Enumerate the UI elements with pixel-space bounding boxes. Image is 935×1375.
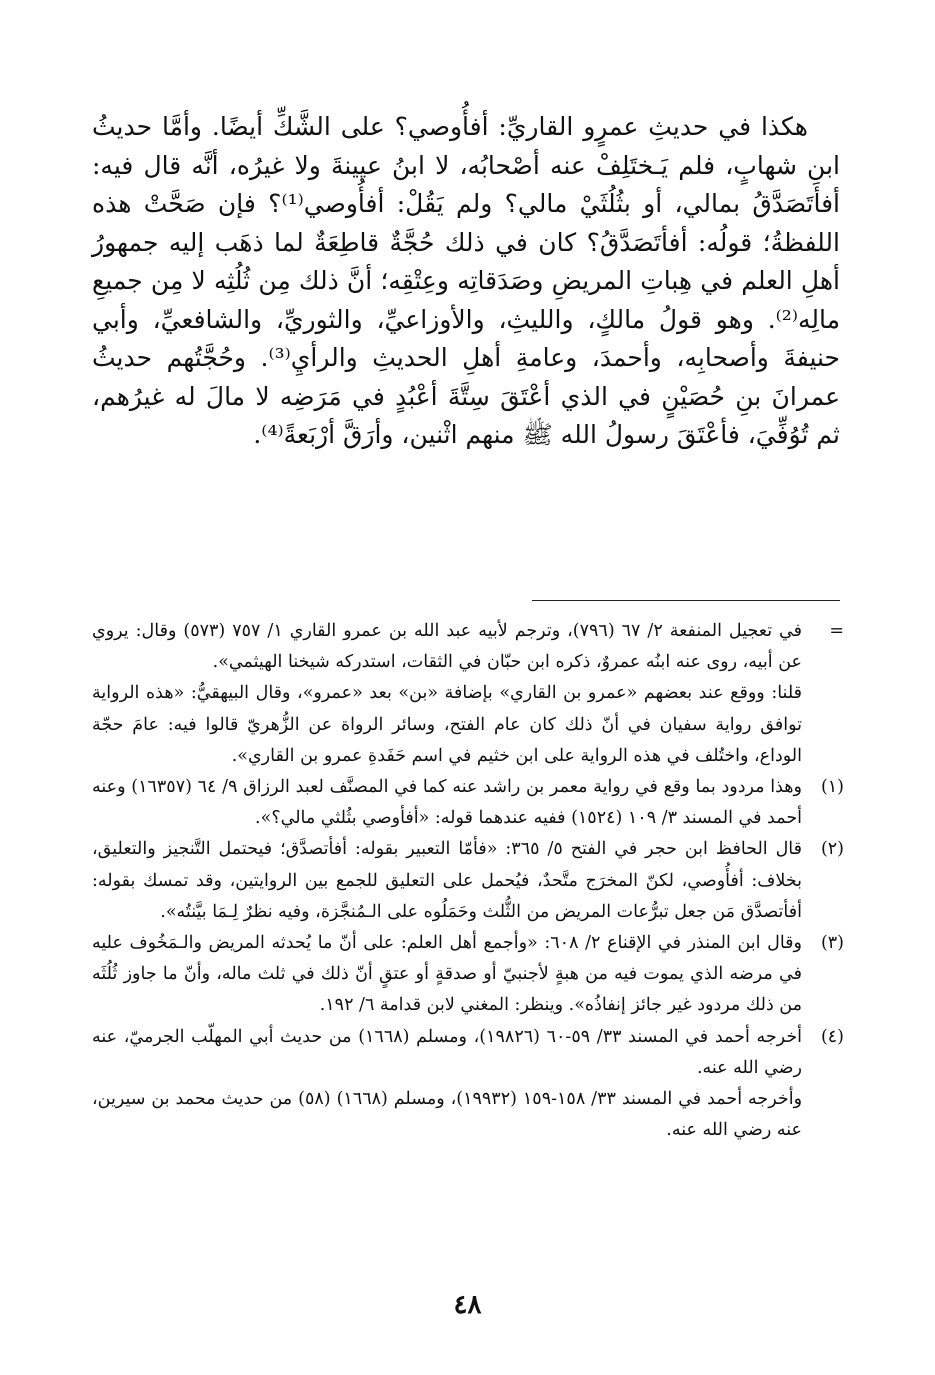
footnote-4 bbox=[92, 1022, 844, 1147]
footnote-divider bbox=[532, 600, 840, 601]
footnote-paragraph: قال الحافظ ابن حجر في الفتح ٥/ ٣٦٥: «فأمّا التعبير بقوله: أفأتصدَّق؛ فيحتمل التَّنجيز والتعليق، بخلاف: أفأُوصي، لكنّ المخرَج متَّحدٌ، فيُحمل على التعليق للجمع بين الروايتين، وقد تمسك بقوله: أفأتصدَّق مَن جعل تبرُّعات المريض من الثُّلث وحَمَلُوه على الـمُنجَّزة، وفيه نظرٌ لِـمَا بيَّنتُه». bbox=[92, 839, 802, 922]
footnote-marker: (١) bbox=[820, 777, 844, 798]
footnote-body bbox=[92, 928, 802, 1022]
footnote-paragraph: وأخرجه أحمد في المسند ٣٣/ ١٥٨-١٥٩ (١٩٩٣٢)، ومسلم (١٦٦٨) (٥٨) من حديث محمد بن سيرين، عنه رضي الله عنه. bbox=[92, 1089, 803, 1141]
footnote-continuation bbox=[92, 616, 844, 772]
footnote-marker: (٤) bbox=[820, 1026, 844, 1047]
page-number: ٤٨ bbox=[453, 1290, 482, 1320]
footnote-2 bbox=[92, 834, 844, 928]
footnote-body bbox=[92, 772, 802, 834]
footnote-marker: (٣) bbox=[820, 933, 844, 954]
footnote-paragraph: وقال ابن المنذر في الإقناع ٢/ ٦٠٨: «وأجمع أهل العلم: على أنّ ما يُحدثه المريض والـمَخُوف عليه في مرضه الذي يموت فيه من هبةٍ لأجنبيّ أو صدقةٍ أو عتقٍ أنّ ذلك في ثلث ماله، وأنّ ما جاوز ثُلُثَه من ذلك مردود غير جائز إنفاذُه». وينظر: المغني لابن قدامة ٦/ ١٩٢. bbox=[92, 933, 802, 1016]
footnote-3 bbox=[92, 928, 844, 1022]
footnote-body bbox=[92, 616, 802, 772]
footnote-body bbox=[92, 1022, 802, 1147]
footnote-1 bbox=[92, 772, 844, 834]
main-paragraph: هكذا في حديثِ عمرٍو القاريِّ: أفأُوصي؟ على الشَّكِّ أيضًا. وأمَّا حديثُ ابنِ شهابٍ، فلم يَـختَلِفْ عنه أصْحابُه، لا ابنُ عيينةَ ولا غيرُه، أنَّه قال فيه: أفأتَصَدَّقُ بمالي، أو بثُلُثَيْ مالي؟ ولم يَقُلْ: أفأُوصي⁽¹⁾؟ فإن صَحَّتْ هذه اللفظةُ؛ قولُه: أفأتَصَدَّقُ؟ كان في ذلك حُجَّةٌ قاطِعَةٌ لما ذهَب إليه جمهورُ أهلِ العلم في هِباتِ المريضِ وصَدَقاتِه وعِتْقِه؛ أنَّ ذلك مِن ثُلُثِه لا مِن جميعِ مالِه⁽²⁾. وهو قولُ مالكٍ، والليثِ، والأوزاعيِّ، والثوريِّ، والشافعيِّ، وأبي حنيفةَ وأصحابِه، وأحمدَ، وعامةِ أهلِ الحديثِ والرأيِ⁽³⁾. وحُجَّتُهم حديثُ عمرانَ بنِ حُصَيْنٍ في الذي أعْتَقَ سِتَّةَ أعْبُدٍ في مَرَضِه لا مالَ له غيرُهم، ثم تُوُفِّيَ، فأعْتَقَ رسولُ الله ﷺ منهم اثْنين، وأرَقَّ أرْبَعةً⁽⁴⁾. bbox=[92, 112, 841, 449]
footnote-paragraph: وهذا مردود بما وقع في رواية معمر بن راشد عنه كما في المصنَّف لعبد الرزاق ٩/ ٦٤ (١٦٣٥٧) وعنه أحمد في المسند ٣/ ١٠٩ (١٥٢٤) ففيه عندهما قوله: «أفأوصي بثُلثي مالي؟». bbox=[92, 777, 802, 829]
footnote-body bbox=[92, 834, 802, 928]
footnote-marker: (٢) bbox=[820, 839, 844, 860]
footnote-marker: = bbox=[829, 621, 844, 641]
footnote-paragraph: قلنا: ووقع عند بعضهم «عمرو بن القاري» بإضافة «بن» بعد «عمرو»، وقال البيهقيُّ: «هذه الرواية توافق رواية سفيان في أنّ ذلك كان عام الفتح، وسائر الرواة عن الزُّهريّ قالوا فيه: عامَ حجّة الوداع، واختُلف في هذه الرواية على ابن خثيم في اسم حَفَدةِ عمرو بن القاري». bbox=[92, 683, 802, 766]
main-text-block bbox=[92, 108, 840, 455]
footnotes-section bbox=[92, 616, 844, 1146]
footnote-paragraph: أخرجه أحمد في المسند ٣٣/ ٥٩-٦٠ (١٩٨٢٦)، ومسلم (١٦٦٨) من حديث أبي المهلّب الجرميّ، عنه رضي الله عنه. bbox=[92, 1026, 802, 1078]
footnote-paragraph: في تعجيل المنفعة ٢/ ٦٧ (٧٩٦)، وترجم لأبيه عبد الله بن عمرو القاري ١/ ٧٥٧ (٥٧٣) وقال: يروي عن أبيه، روى عنه ابنُه عمروٌ، ذكره ابن حبّان في الثقات، استدركه شيخنا الهيثمي». bbox=[92, 621, 803, 673]
